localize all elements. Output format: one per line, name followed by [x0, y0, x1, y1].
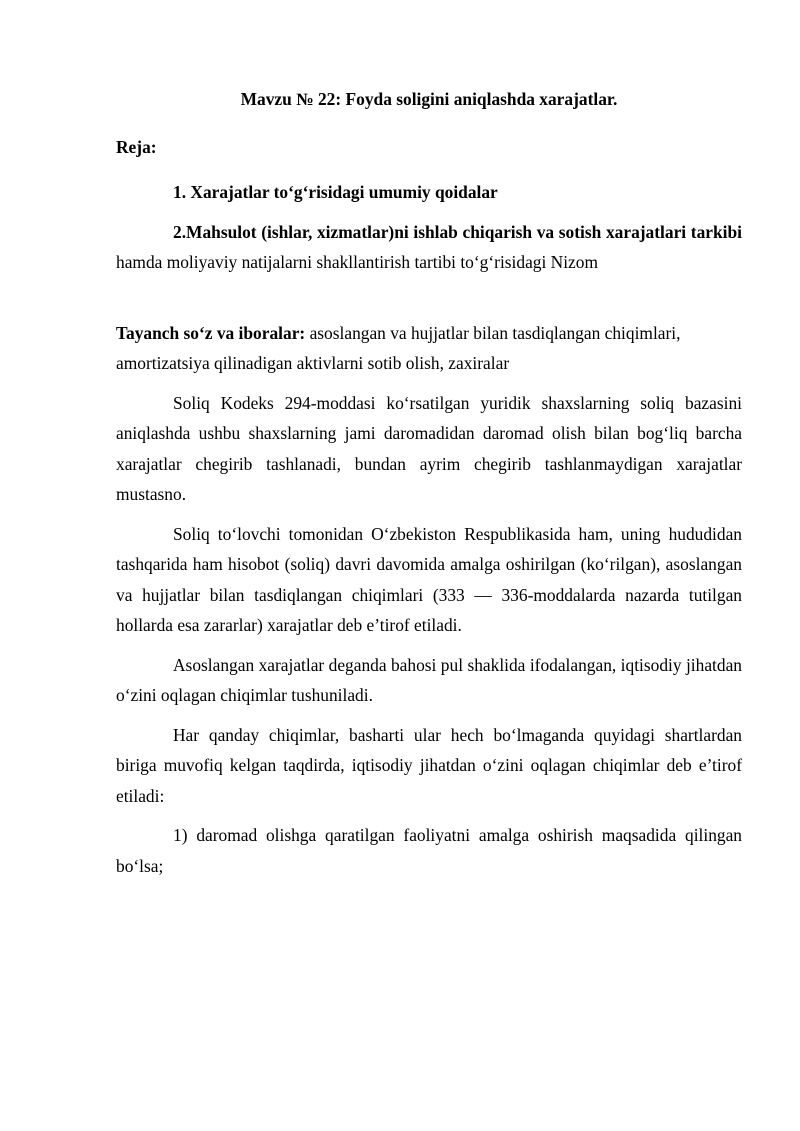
body-paragraph: Asoslangan xarajatlar deganda bahosi pul shaklida ifodalangan, iqtisodiy jihatdan o‘zini oqlagan chiqimlar tushuniladi.	[116, 654, 742, 705]
body-paragraph: 1) daromad olishga qaratilgan faoliyatni amalga oshirish maqsadida qilingan bo‘lsa;	[116, 825, 742, 876]
plan-heading: Reja:	[116, 136, 157, 157]
plan-item-bold-text: 1. Xarajatlar to‘g‘risidagi umumiy qoidalar	[173, 182, 498, 202]
plan-item-text: hamda moliyaviy natijalarni shakllantirish tartibi to‘g‘risidagi Nizom	[116, 252, 598, 272]
document-title: Mavzu № 22: Foyda soligini aniqlashda xarajatlar.	[240, 89, 618, 109]
keywords-label: Tayanch so‘z va iboralar:	[116, 322, 306, 343]
plan-item-bold-text: 2.Mahsulot (ishlar, xizmatlar)ni ishlab chiqarish va sotish xarajatlari tarkibi	[173, 221, 742, 242]
body-paragraph: Soliq to‘lovchi tomonidan O‘zbekiston Respublikasida ham, uning hududidan tashqarida ham hisobot (soliq) davri davomida amalga oshirilgan (ko‘rilgan), asoslangan va hujjatlar bilan tasdiqlangan chiqimlari (333 — 336-moddalarda nazarda tutilgan hollarda esa zararlar) xarajatlar deb e’tirof etiladi.	[116, 523, 742, 635]
plan-item	[116, 217, 742, 278]
keywords-text: asoslangan va hujjatlar bilan tasdiqlangan chiqimlari, amortizatsiya qilinadigan aktivlarni sotib olish, zaxiralar	[116, 322, 681, 373]
body-paragraph: Soliq Kodeks 294-moddasi ko‘rsatilgan yuridik shaxslarning soliq bazasini aniqlashda ushbu shaxslarning jami daromadidan daromad olish bilan bog‘liq barcha xarajatlar chegirib tashlanadi, bundan ayrim chegirib tashlanmaydigan xarajatlar mustasno.	[116, 392, 742, 504]
plan-item	[116, 177, 742, 208]
body-paragraph: Har qanday chiqimlar, basharti ular hech bo‘lmaganda quyidagi shartlardan biriga muvofiq kelgan taqdirda, iqtisodiy jihatdan o‘zini oqlagan chiqimlar deb e’tirof etiladi:	[116, 724, 742, 806]
keywords-paragraph	[116, 318, 742, 379]
document-content	[116, 84, 742, 890]
